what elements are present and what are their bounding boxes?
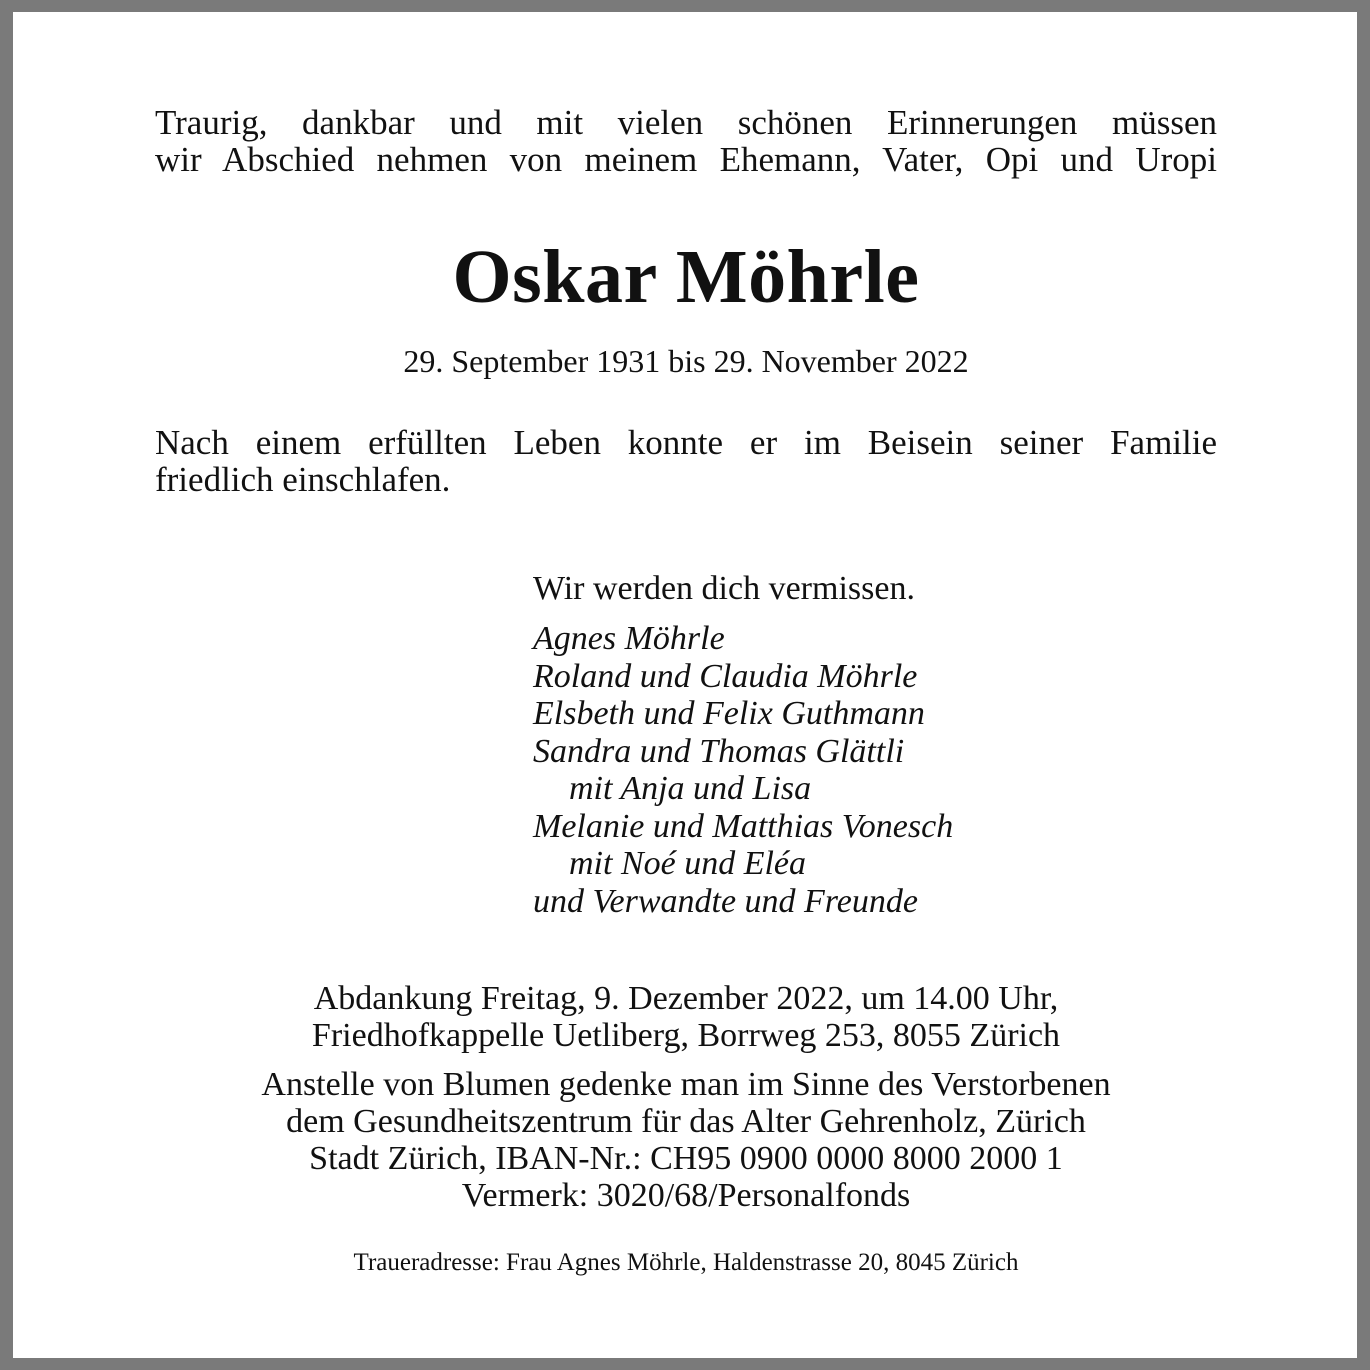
mourner-entry: mit Anja und Lisa xyxy=(569,770,812,807)
donation-info xyxy=(155,1066,1217,1214)
mourner-entry: Sandra und Thomas Glättli xyxy=(533,732,905,770)
mourner-entry: Roland und Claudia Möhrle xyxy=(533,657,918,695)
passing-paragraph xyxy=(155,424,1217,498)
obituary-page xyxy=(13,12,1357,1358)
deceased-name: Oskar Möhrle xyxy=(452,235,920,319)
funeral-service-info xyxy=(155,980,1217,1054)
mourner-entry: Agnes Möhrle xyxy=(533,620,725,657)
mourner-entry: Melanie und Matthias Vonesch xyxy=(533,807,954,845)
service-line: Abdankung Freitag, 9. Dezember 2022, um 14.00 Uhr, xyxy=(313,980,1059,1017)
mourner-entry: und Verwandte und Freunde xyxy=(533,882,918,920)
passing-line: Nach einem erfüllten Leben konnte er im Beisein seiner Familie xyxy=(155,423,1217,462)
mourner-entry: mit Noé und Eléa xyxy=(569,845,807,882)
donation-line: Vermerk: 3020/68/Personalfonds xyxy=(461,1177,911,1214)
mourner-entry: Elsbeth und Felix Guthmann xyxy=(533,695,925,732)
passing-line: friedlich einschlafen. xyxy=(155,460,451,499)
intro-line: Traurig, dankbar und mit vielen schönen Erinnerungen müssen xyxy=(155,103,1217,142)
donation-line: Stadt Zürich, IBAN-Nr.: CH95 0900 0000 8000 2000 1 xyxy=(309,1140,1063,1177)
intro-line: wir Abschied nehmen von meinem Ehemann, Vater, Opi und Uropi xyxy=(155,140,1217,179)
signoff-text: Wir werden dich vermissen. xyxy=(533,570,915,607)
donation-line: Anstelle von Blumen gedenke man im Sinne des Verstorbenen xyxy=(261,1066,1111,1103)
mourners-list xyxy=(533,620,953,920)
mourning-address: Traueradresse: Frau Agnes Möhrle, Haldenstrasse 20, 8045 Zürich xyxy=(353,1249,1019,1276)
service-line: Friedhofkappelle Uetliberg, Borrweg 253, 8055 Zürich xyxy=(311,1017,1061,1054)
donation-line: dem Gesundheitszentrum für das Alter Gehrenholz, Zürich xyxy=(286,1103,1086,1140)
intro-paragraph xyxy=(155,104,1217,178)
life-dates: 29. September 1931 bis 29. November 2022 xyxy=(403,343,969,379)
